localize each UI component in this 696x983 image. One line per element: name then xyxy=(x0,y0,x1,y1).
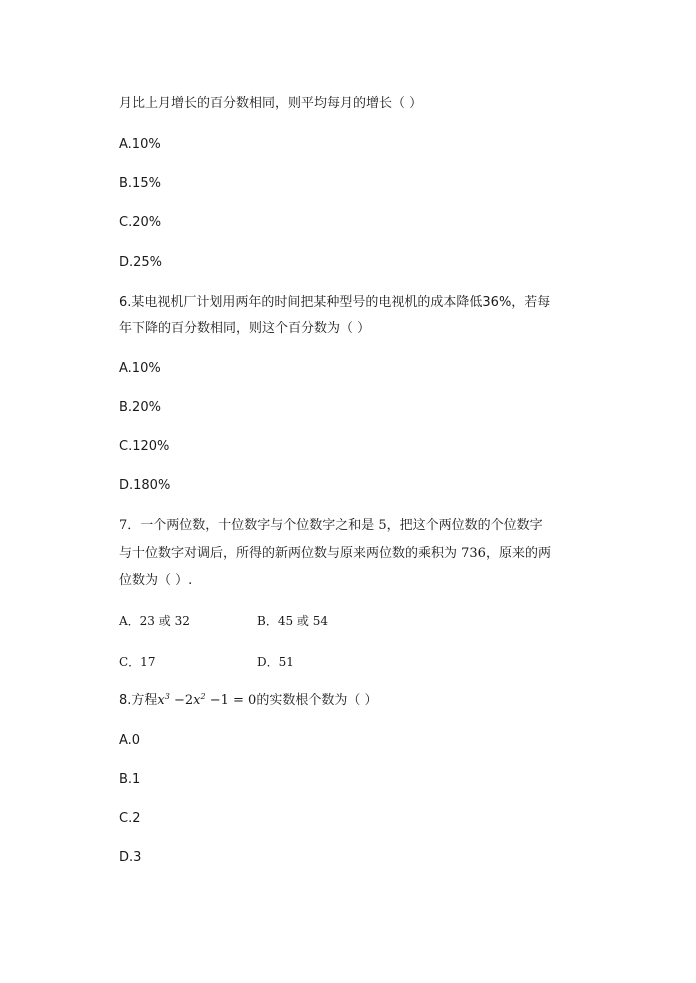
q8-option-c: C.2 xyxy=(119,811,141,826)
q6-option-a: A.10% xyxy=(119,361,161,376)
q8-prefix: 8.方程 xyxy=(119,693,158,708)
q8-eq-tail: −1 = 0 xyxy=(205,693,257,708)
q8-option-a: A.0 xyxy=(119,733,141,748)
q8-eq-x: x xyxy=(157,693,165,708)
q6-stem-line1: 6.某电视机厂计划用两年的时间把某种型号的电视机的成本降低36%，若每 xyxy=(119,295,551,310)
q6-stem-line2: 年下降的百分数相同，则这个百分数为（ ） xyxy=(119,321,371,336)
q8-suffix: 的实数根个数为（ ） xyxy=(256,693,378,708)
q7-option-b: B．45 或 54 xyxy=(257,614,328,628)
q7-option-c: C．17 xyxy=(119,655,156,669)
q6-option-c: C.120% xyxy=(119,439,170,454)
q8-option-d: D.3 xyxy=(119,850,142,865)
q5-option-d: D.25% xyxy=(119,255,163,270)
q8-option-b: B.1 xyxy=(119,772,141,787)
q8-stem xyxy=(119,693,377,709)
q8-eq-exp1: 3 xyxy=(164,692,170,701)
q8-eq-x2: x xyxy=(193,693,201,708)
q8-eq-mid: −2 xyxy=(169,693,194,708)
q7-stem-line2: 与十位数字对调后，所得的新两位数与原来两位数的乘积为 736，原来的两 xyxy=(119,546,551,561)
q5-option-a: A.10% xyxy=(119,137,161,152)
q7-stem-line3: 位数为（ ）. xyxy=(119,573,193,588)
q8-equation xyxy=(157,693,256,708)
q7-option-a: A．23 或 32 xyxy=(119,614,190,628)
q7-stem-line1: 7．一个两位数，十位数字与个位数字之和是 5，把这个两位数的个位数字 xyxy=(119,518,543,533)
q8-eq-exp2: 2 xyxy=(200,692,206,701)
q5-option-b: B.15% xyxy=(119,176,161,191)
q5-stem-tail: 月比上月增长的百分数相同，则平均每月的增长（ ） xyxy=(119,96,423,111)
q6-option-d: D.180% xyxy=(119,478,171,493)
q6-option-b: B.20% xyxy=(119,400,161,415)
q5-option-c: C.20% xyxy=(119,215,162,230)
q7-option-d: D．51 xyxy=(257,655,294,669)
